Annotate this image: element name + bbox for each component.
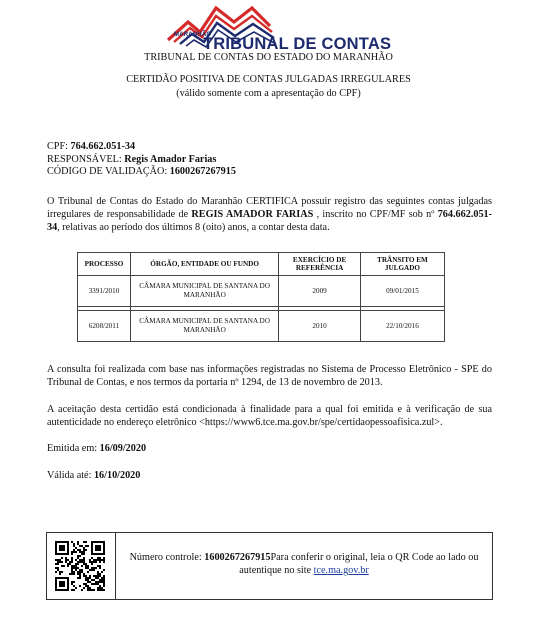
cell-transito: 09/01/2015 — [360, 276, 444, 307]
valida-label: Válida até: — [47, 470, 92, 481]
qr-code-icon[interactable] — [55, 541, 105, 591]
codigo-value: 1600267267915 — [169, 166, 236, 177]
cpf-label: CPF: — [47, 141, 68, 152]
header-orgao: ÓRGÃO, ENTIDADE OU FUNDO — [130, 253, 278, 276]
header-transito: TRÂNSITO EM JULGADO — [360, 253, 444, 276]
table-row — [78, 311, 445, 342]
p1-text-c: , relativas ao período dos últimos 8 (oito) anos, a contar desta data. — [57, 222, 330, 233]
conferir-text: Para conferir o original, leia o QR Code ao lado ou autentique no site — [239, 552, 479, 576]
logo-name-text: TRIBUNAL DE CONTAS — [203, 35, 392, 53]
p1-text-b: , inscrito no CPF/MF sob nº — [316, 209, 435, 220]
valida-value: 16/10/2020 — [93, 470, 141, 481]
certificate-note: (válido somente com a apresentação do CPF) — [176, 88, 361, 99]
numero-label: Número controle: — [129, 552, 202, 563]
cell-transito: 22/10/2016 — [360, 311, 444, 342]
verification-text — [116, 551, 492, 577]
header-processo: PROCESSO — [78, 253, 131, 276]
certification-paragraph — [47, 195, 492, 234]
cell-orgao: CÂMARA MUNICIPAL DE SANTANA DO MARANHÃO — [130, 311, 278, 342]
emitida-line — [47, 443, 146, 454]
p1-cpf: 764.662.051-34 — [47, 209, 493, 233]
p1-text-a: O Tribunal de Contas do Estado do Maranhão CERTIFICA possuir registro das seguintes contas julgadas irregulares de responsabilidade de — [47, 196, 492, 220]
p1-name: REGIS AMADOR FARIAS — [191, 209, 314, 220]
cell-exercicio: 2010 — [279, 311, 361, 342]
cell-orgao: CÂMARA MUNICIPAL DE SANTANA DO MARANHÃO — [130, 276, 278, 307]
verification-box — [46, 532, 493, 600]
processes-table — [77, 252, 445, 342]
cpf-line — [47, 141, 236, 154]
codigo-label: CÓDIGO DE VALIDAÇÃO: — [47, 166, 168, 177]
cell-processo: 3391/2010 — [78, 276, 131, 307]
acceptance-paragraph: A aceitação desta certidão está condicionada à finalidade para a qual foi emitida e à verificação de sua autenticidade no endereço eletrônico <https://www6.tce.ma.gov.br/spe/certidaopessoafisica.zul>. — [47, 404, 492, 428]
tce-logo — [160, 2, 392, 53]
valida-line — [47, 470, 140, 481]
site-link[interactable]: tce.ma.gov.br — [313, 565, 369, 576]
consultation-paragraph: A consulta foi realizada com base nas informações registradas no Sistema de Processo Eletrônico - SPE do Tribunal de Contas, e nos termos da portaria nº 1294, de 13 de novembro de 2013. — [47, 364, 492, 388]
header-exercicio: EXERCÍCIO DE REFERÊNCIA — [279, 253, 361, 276]
table-row — [78, 276, 445, 307]
emitida-label: Emitida em: — [47, 443, 98, 454]
cell-exercicio: 2009 — [279, 276, 361, 307]
page-subtitle: TRIBUNAL DE CONTAS DO ESTADO DO MARANHÃO — [144, 52, 393, 63]
responsavel-value: Regis Amador Farias — [124, 153, 217, 165]
table-header-row — [78, 253, 445, 276]
emitida-value: 16/09/2020 — [99, 443, 147, 454]
numero-value: 1600267267915 — [204, 552, 271, 563]
info-block — [47, 141, 236, 179]
certificate-title: CERTIDÃO POSITIVA DE CONTAS JULGADAS IRREGULARES — [126, 74, 411, 85]
cpf-value: 764.662.051-34 — [70, 141, 136, 152]
responsavel-label: RESPONSÁVEL: — [47, 153, 122, 165]
responsavel-line — [47, 154, 236, 167]
cell-processo: 6208/2011 — [78, 311, 131, 342]
codigo-line — [47, 166, 236, 179]
qr-cell — [47, 533, 116, 599]
logo-state-text: MARANHÃO — [174, 32, 212, 38]
